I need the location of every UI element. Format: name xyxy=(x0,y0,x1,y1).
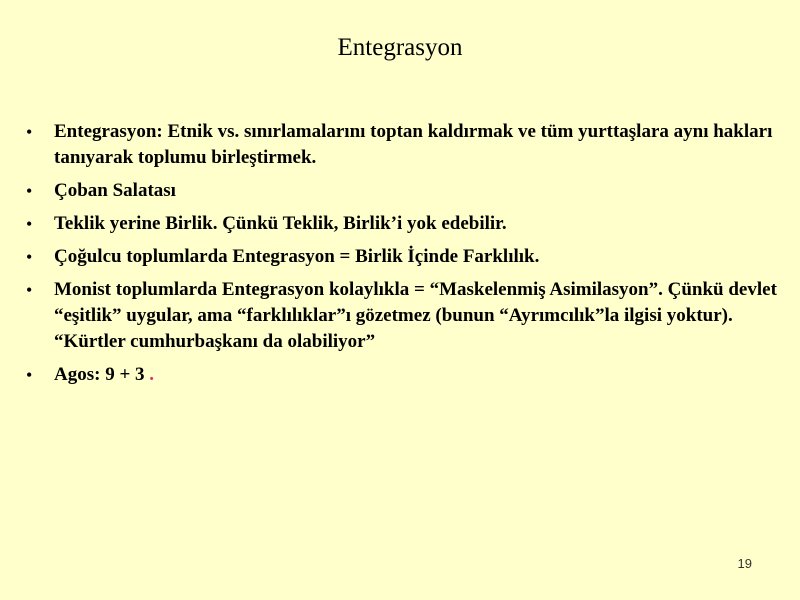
bullet-icon: • xyxy=(26,122,33,142)
bullet-item xyxy=(24,178,784,204)
bullet-icon: • xyxy=(26,181,33,201)
bullet-item xyxy=(24,362,784,388)
bullet-item xyxy=(24,211,784,237)
bullet-list xyxy=(24,119,784,395)
bullet-icon: • xyxy=(26,247,33,267)
bullet-text: Monist toplumlarda Entegrasyon kolaylıkla = “Maskelenmiş Asimilasyon”. Çünkü devlet “eşitlik” uygular, ama “farklılıklar”ı gözetmez (bunun “Ayrımcılık”la ilgisi yoktur). “Kürtler cumhurbaşkanı da olabiliyor” xyxy=(54,279,777,352)
bullet-item xyxy=(24,244,784,270)
bullet-text: Teklik yerine Birlik. Çünkü Teklik, Birlik’i yok edebilir. xyxy=(54,213,507,234)
bullet-icon: • xyxy=(26,280,33,300)
bullet-text: Agos: 9 + 3 xyxy=(54,364,150,385)
accent-dot: . xyxy=(149,364,155,385)
bullet-icon: • xyxy=(26,214,33,234)
bullet-text: Çoğulcu toplumlarda Entegrasyon = Birlik İçinde Farklılık. xyxy=(54,246,540,267)
bullet-icon: • xyxy=(26,365,33,385)
slide-title: Entegrasyon xyxy=(337,34,463,61)
bullet-item xyxy=(24,277,784,355)
bullet-item xyxy=(24,119,784,171)
bullet-text: Entegrasyon: Etnik vs. sınırlamalarını toptan kaldırmak ve tüm yurttaşlara aynı hakları tanıyarak toplumu birleştirmek. xyxy=(54,121,773,168)
page-number: 19 xyxy=(737,556,752,571)
bullet-text: Çoban Salatası xyxy=(54,180,176,201)
